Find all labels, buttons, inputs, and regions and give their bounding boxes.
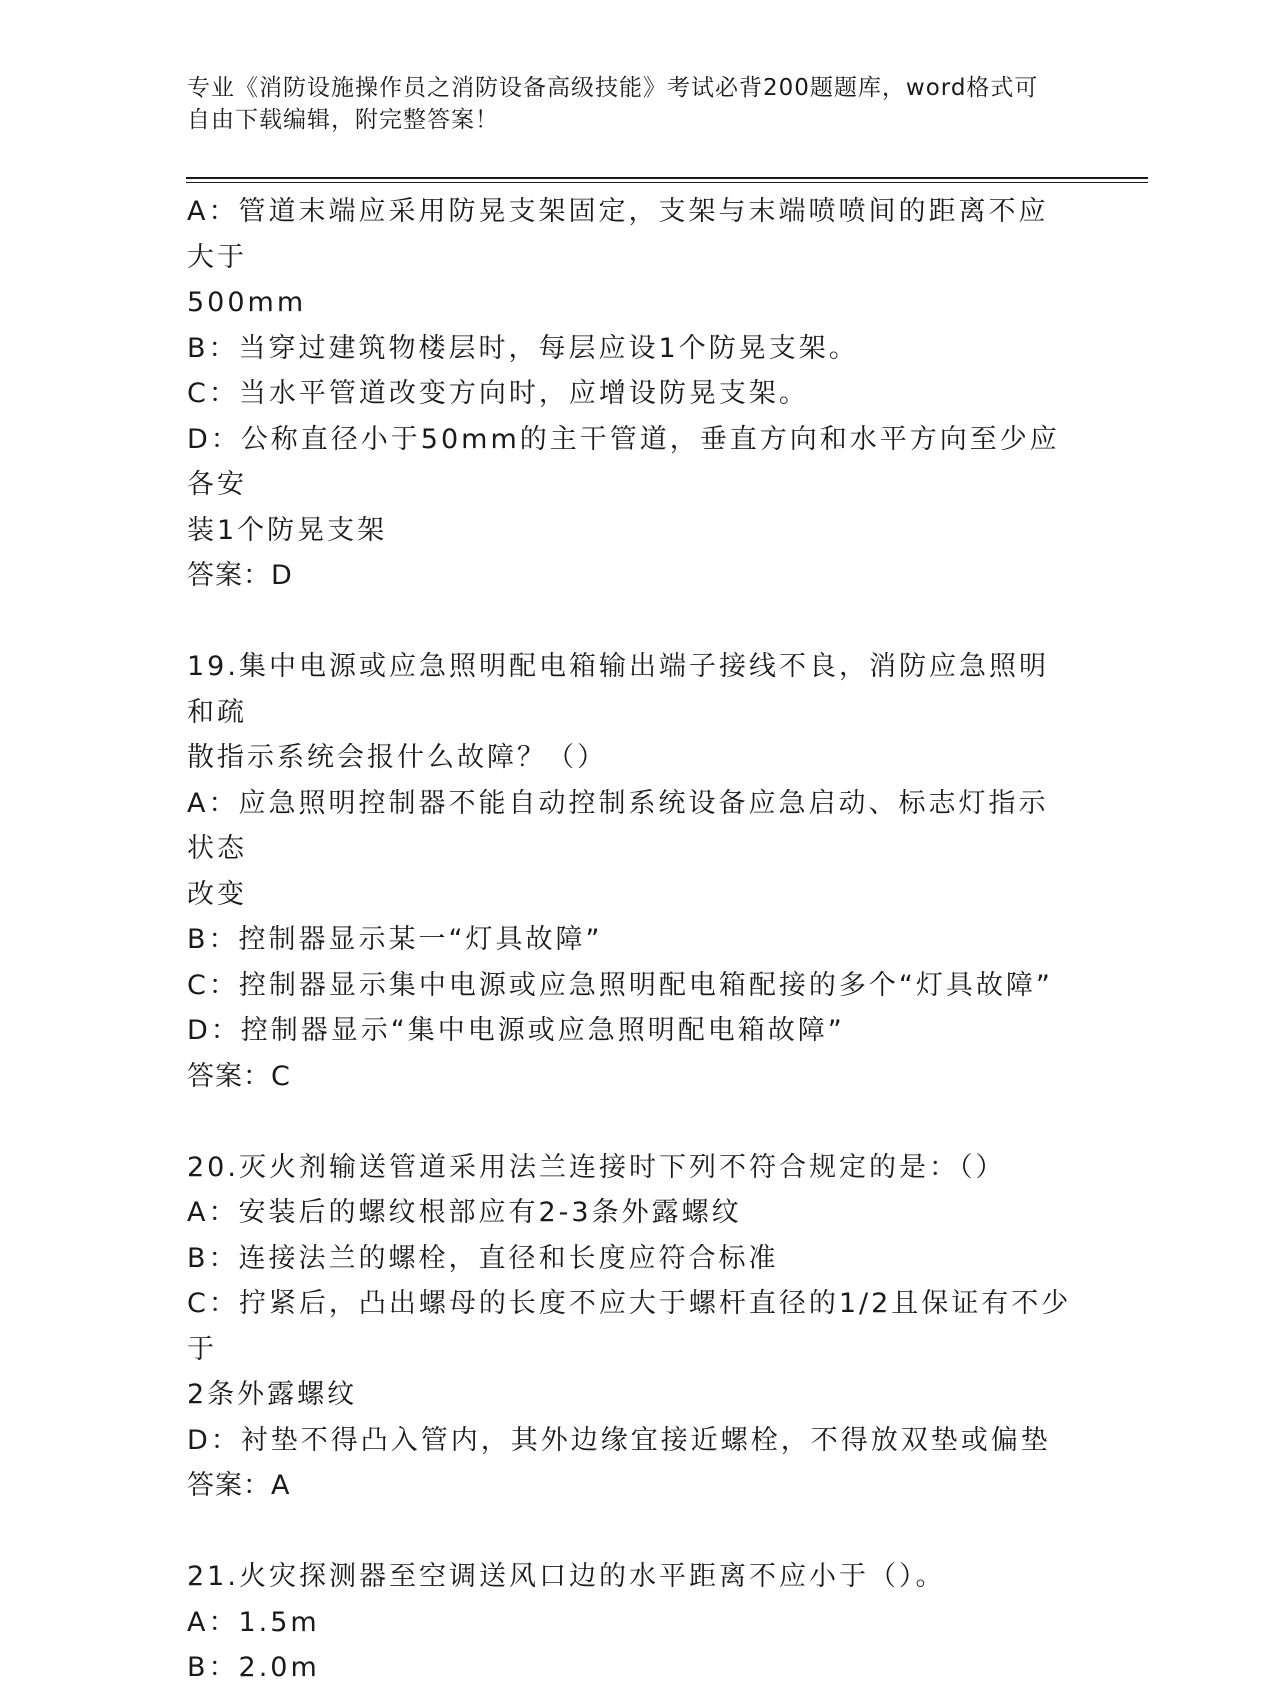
spacer <box>187 1509 1077 1555</box>
header-line-2: 自由下载编辑，附完整答案！ <box>187 107 499 133</box>
q19-option-a-line-2: 改变 <box>187 878 247 910</box>
q18-answer: 答案：D <box>187 560 293 591</box>
q18-option-a-line-1: A：管道末端应采用防晃支架固定，支架与末端喷喷间的距离不应大于 <box>187 196 1049 273</box>
q21-question: 21.火灾探测器至空调送风口边的水平距离不应小于（）。 <box>187 1561 946 1592</box>
spacer <box>187 599 1077 645</box>
q20-option-b: B：连接法兰的螺栓，直径和长度应符合标准 <box>187 1242 779 1274</box>
q20-option-d: D：衬垫不得凸入管内，其外边缘宜接近螺栓，不得放双垫或偏垫 <box>187 1424 1051 1456</box>
q18-option-a-line-2: 500mm <box>187 287 307 318</box>
q18-option-d-line-2: 装1个防晃支架 <box>187 514 388 546</box>
header-line-1: 专业《消防设施操作员之消防设备高级技能》考试必背200题题库，word格式可 <box>187 75 1039 101</box>
q19-option-a-line-1: A：应急照明控制器不能自动控制系统设备应急启动、标志灯指示状态 <box>187 787 1049 864</box>
question-21 <box>187 1554 1077 1691</box>
question-20 <box>187 1145 1077 1509</box>
q20-option-a: A：安装后的螺纹根部应有2-3条外露螺纹 <box>187 1197 742 1228</box>
q18-option-b: B：当穿过建筑物楼层时，每层应设1个防晃支架。 <box>187 332 859 364</box>
q21-option-a: A：1.5m <box>187 1606 320 1638</box>
spacer <box>187 1099 1077 1145</box>
q20-option-c-line-1: C：拧紧后，凸出螺母的长度不应大于螺杆直径的1/2且保证有不少于 <box>187 1288 1072 1365</box>
q20-answer: 答案：A <box>187 1470 291 1501</box>
q20-option-c-line-2: 2条外露螺纹 <box>187 1379 358 1410</box>
q19-option-b: B：控制器显示某一“灯具故障” <box>187 924 603 955</box>
q20-question: 20.灭火剂输送管道采用法兰连接时下列不符合规定的是：（） <box>187 1151 1006 1183</box>
q19-answer: 答案：C <box>187 1060 291 1092</box>
q21-option-b: B：2.0m <box>187 1652 320 1683</box>
q18-option-c: C：当水平管道改变方向时，应增设防晃支架。 <box>187 378 809 409</box>
header-rule-thick <box>186 177 1148 179</box>
header-rule-thin <box>186 182 1148 183</box>
q18-option-d-line-1: D：公称直径小于50mm的主干管道，垂直方向和水平方向至少应各安 <box>187 423 1060 500</box>
q19-question-line-1: 19.集中电源或应急照明配电箱输出端子接线不良，消防应急照明和疏 <box>187 651 1049 728</box>
q19-option-c: C：控制器显示集中电源或应急照明配电箱配接的多个“灯具故障” <box>187 969 1053 1001</box>
q19-option-d: D：控制器显示“集中电源或应急照明配电箱故障” <box>187 1015 845 1046</box>
question-19 <box>187 644 1077 1099</box>
q19-question-line-2: 散指示系统会报什么故障？（） <box>187 742 607 773</box>
document-header <box>187 72 1067 136</box>
question-content <box>187 189 1077 1691</box>
question-18-options <box>187 189 1077 599</box>
